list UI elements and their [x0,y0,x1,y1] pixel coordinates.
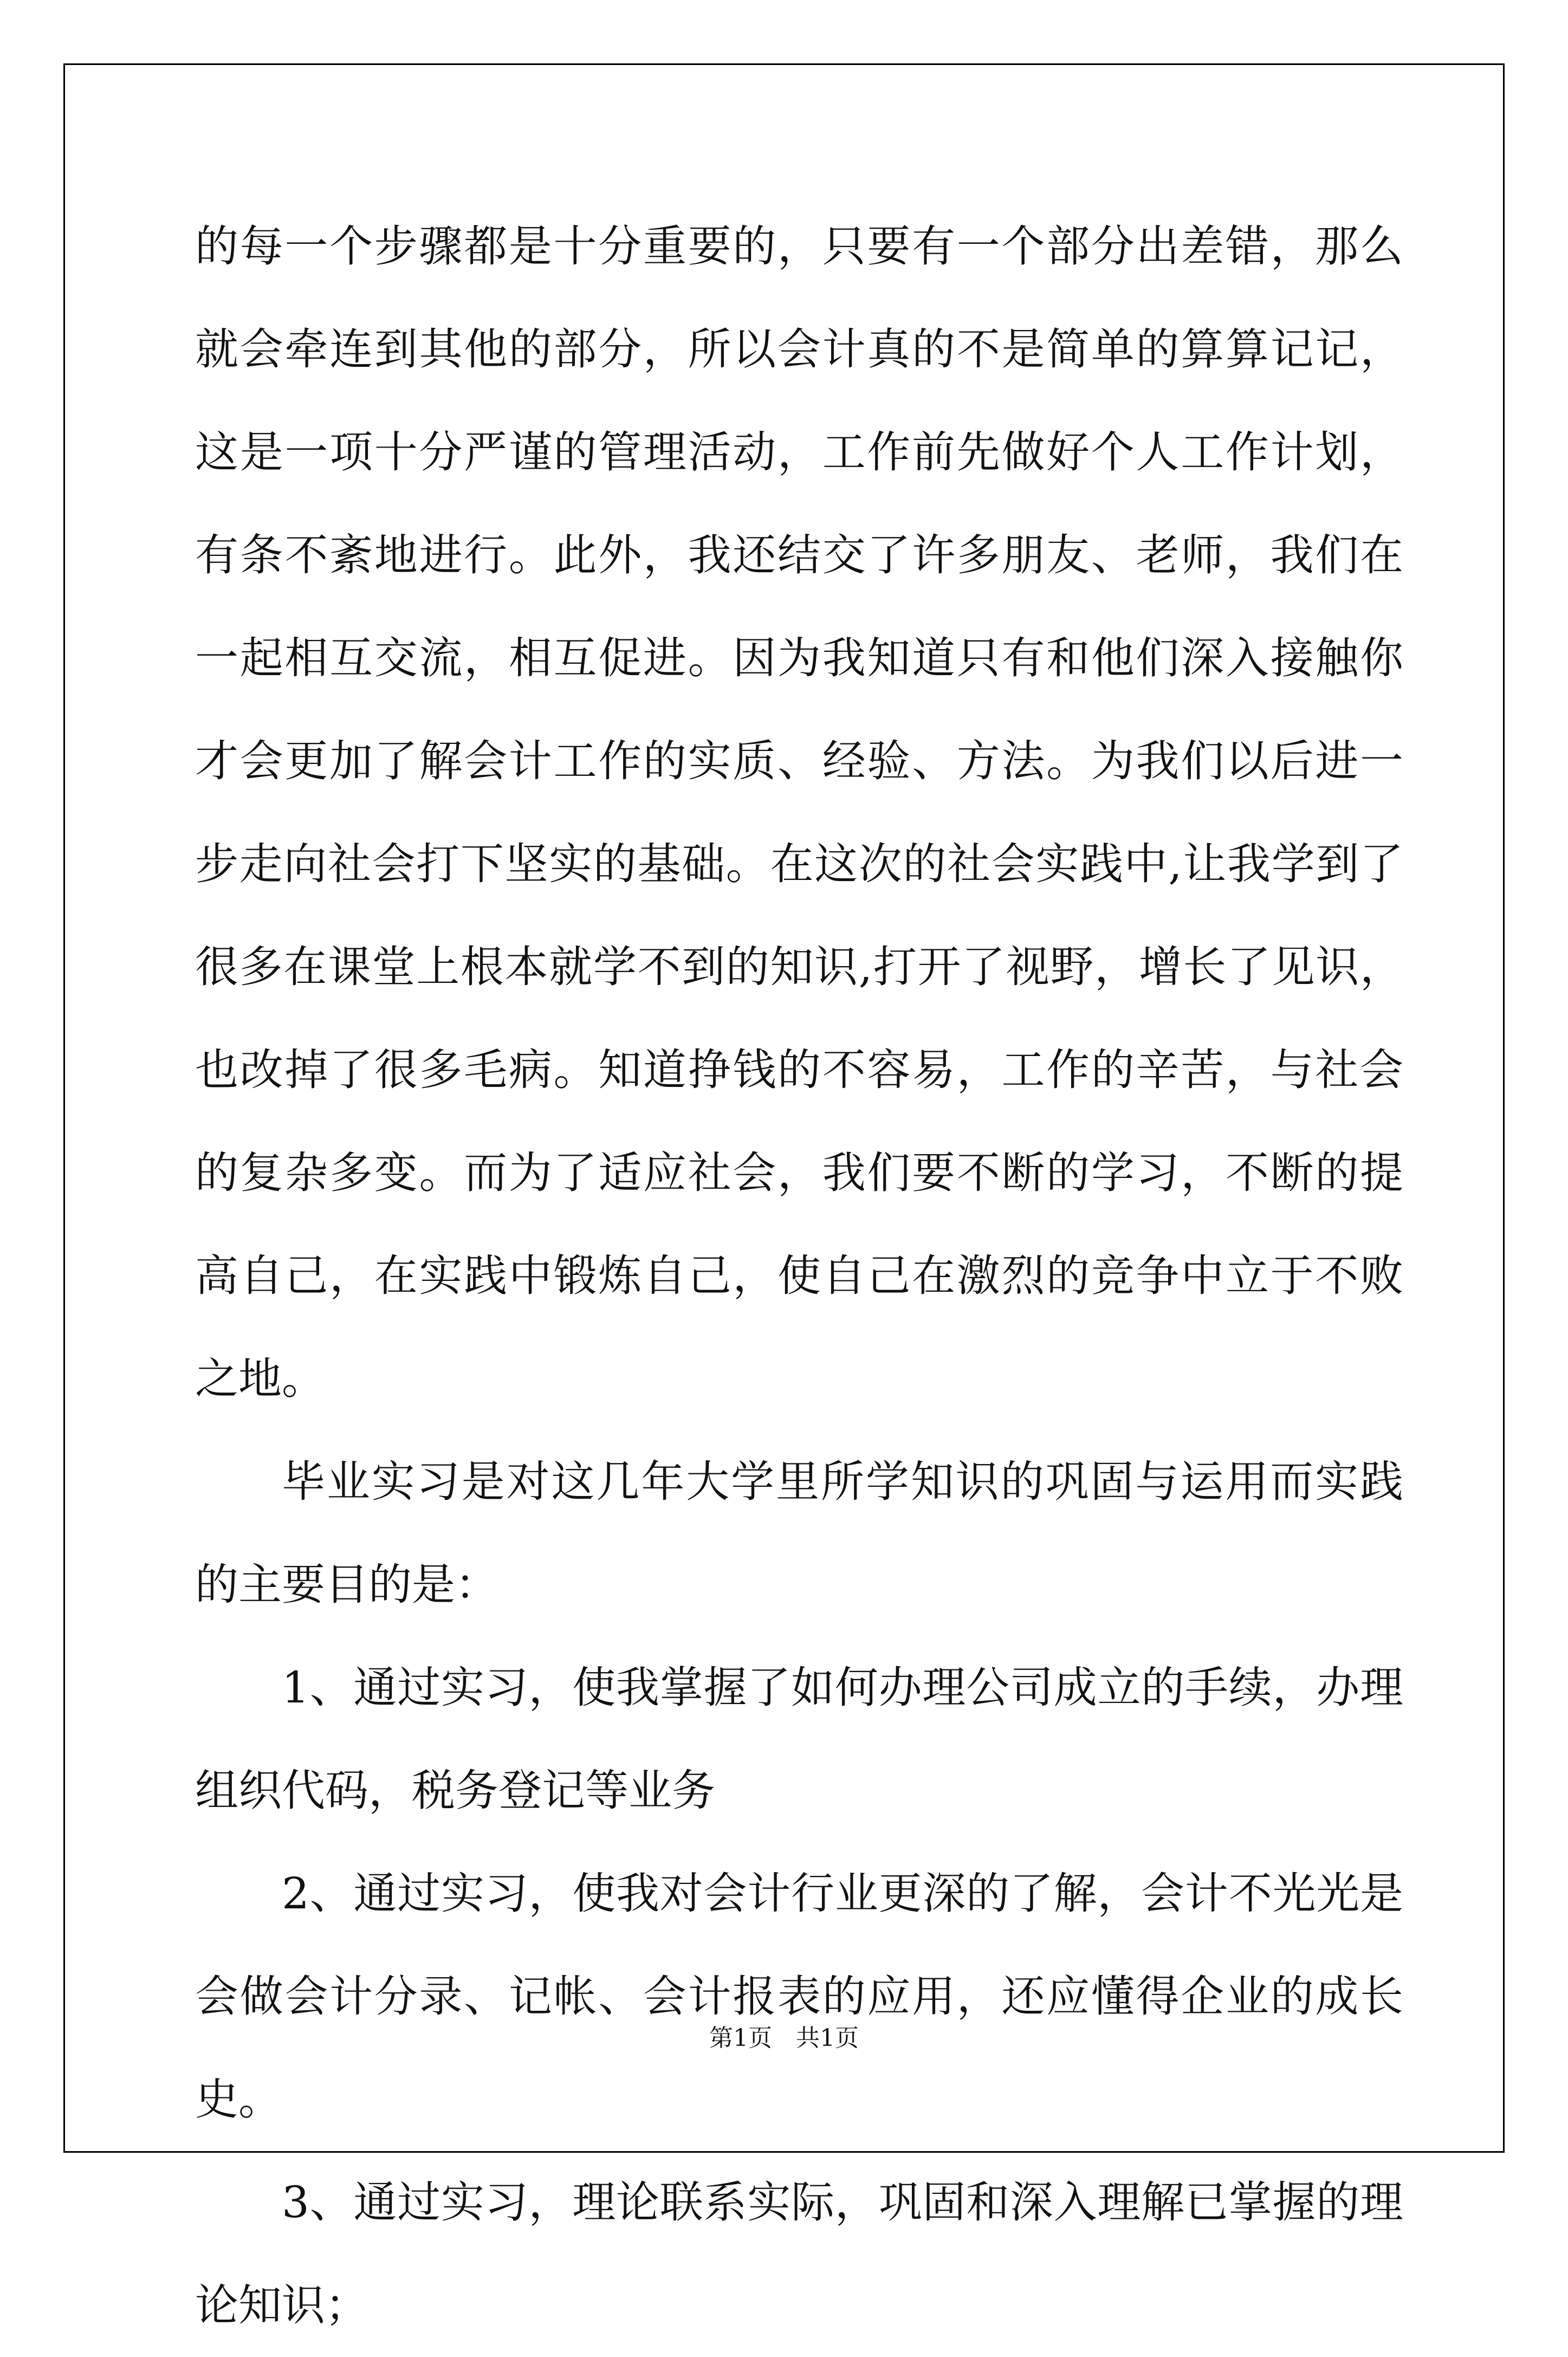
list-item-1: 1、通过实习，使我掌握了如何办理公司成立的手续，办理组织代码，税务登记等业务 [195,1662,1403,1816]
list-item-2: 2、通过实习，使我对会计行业更深的了解，会计不光光是会做会计分录、记帐、会计报表的应用，还应懂得企业的成长史。 [195,1868,1403,2125]
page-footer: 第1页 共1页 [709,2024,859,2052]
paragraph-1: 的每一个步骤都是十分重要的，只要有一个部分出差错，那么就会牵连到其他的部分，所以会计真的不是简单的算算记记，这是一项十分严谨的管理活动，工作前先做好个人工作计划，有条不紊地进行。此外，我还结交了许多朋友、老师，我们在一起相互交流，相互促进。因为我知道只有和他们深入接触你才会更加了解会计工作的实质、经验、方法。为我们以后进一步走向社会打下坚实的基础。在这次的社会实践中,让我学到了很多在课堂上根本就学不到的知识,打开了视野，增长了见识，也改掉了很多毛病。知道挣钱的不容易，工作的辛苦，与社会的复杂多变。而为了适应社会，我们要不断的学习，不断的提高自己，在实践中锻炼自己，使自己在激烈的竞争中立于不败之地。 [195,221,1403,1404]
paragraph-2: 毕业实习是对这几年大学里所学知识的巩固与运用而实践的主要目的是： [195,1456,1403,1610]
list-item-3: 3、通过实习，理论联系实际，巩固和深入理解已掌握的理论知识； [195,2177,1403,2330]
